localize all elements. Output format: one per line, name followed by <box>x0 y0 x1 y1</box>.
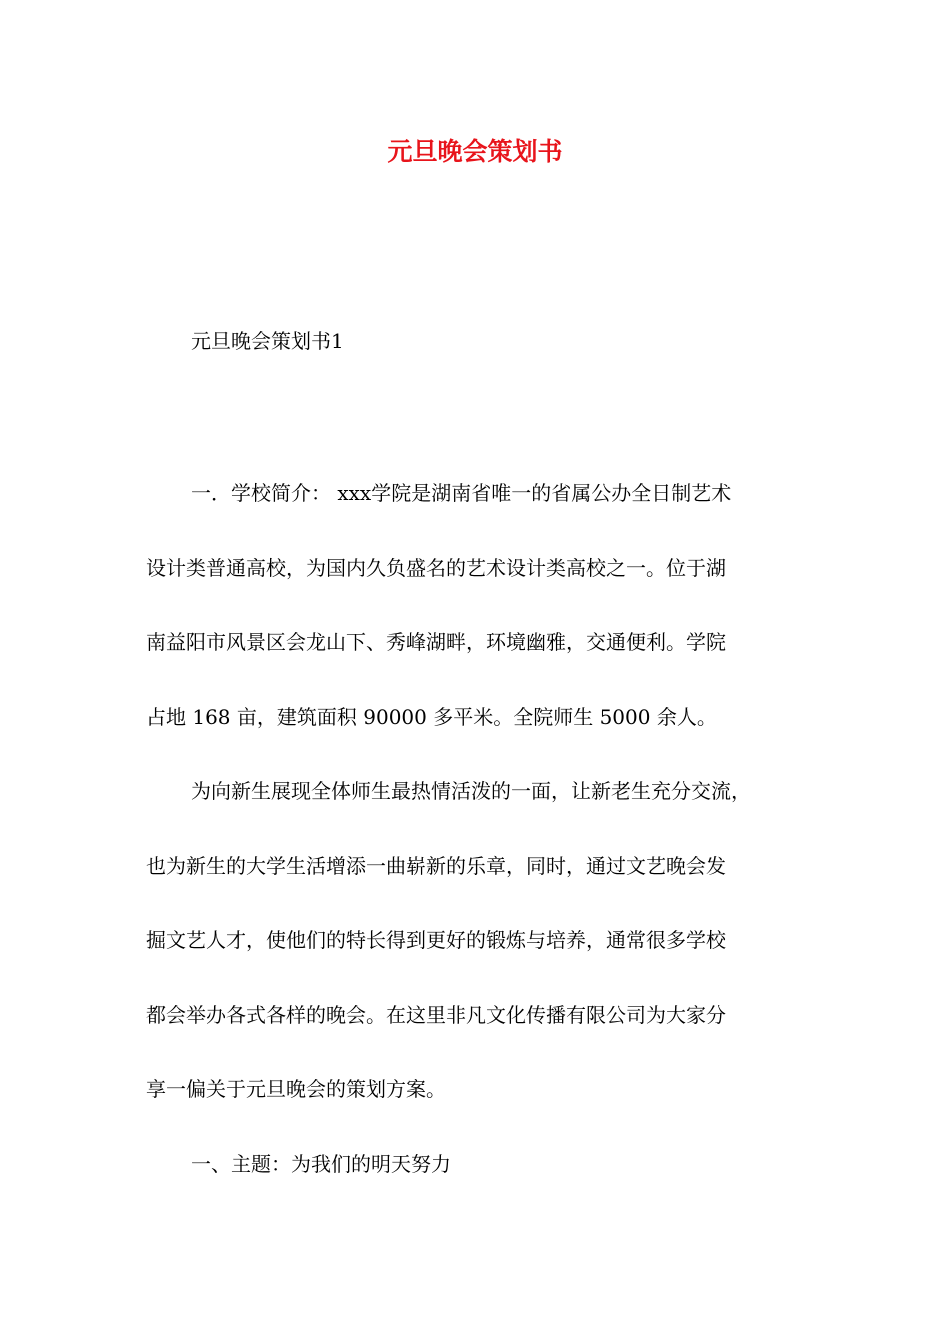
body-line-7: 掘文艺人才，使他们的特长得到更好的锻炼与培养，通常很多学校 <box>146 928 726 952</box>
body-line-8: 都会举办各式各样的晚会。在这里非凡文化传播有限公司为大家分 <box>146 1002 726 1027</box>
body-line-9: 享一偏关于元旦晚会的策划方案。 <box>146 1077 446 1101</box>
body-line-5: 为向新生展现全体师生最热情活泼的一面，让新老生充分交流， <box>191 779 751 803</box>
document-title: 元旦晚会策划书 <box>387 137 563 166</box>
body-line-3: 南益阳市风景区会龙山下、秀峰湖畔，环境幽雅，交通便利。学院 <box>146 630 726 654</box>
body-text <box>146 471 836 1216</box>
body-line-6: 也为新生的大学生活增添一曲崭新的乐章，同时，通过文艺晚会发 <box>146 853 726 878</box>
body-line-10: 一、主题：为我们的明天努力 <box>191 1151 451 1176</box>
body-line-2: 设计类普通高校，为国内久负盛名的艺术设计类高校之一。位于湖 <box>146 555 726 580</box>
section-heading: 元旦晚会策划书1 <box>191 329 344 353</box>
body-line-1: 一．学校简介： xxx学院是湖南省唯一的省属公办全日制艺术 <box>191 481 732 505</box>
body-line-4: 占地 168 亩，建筑面积 90000 多平米。全院师生 5000 余人。 <box>146 704 717 729</box>
